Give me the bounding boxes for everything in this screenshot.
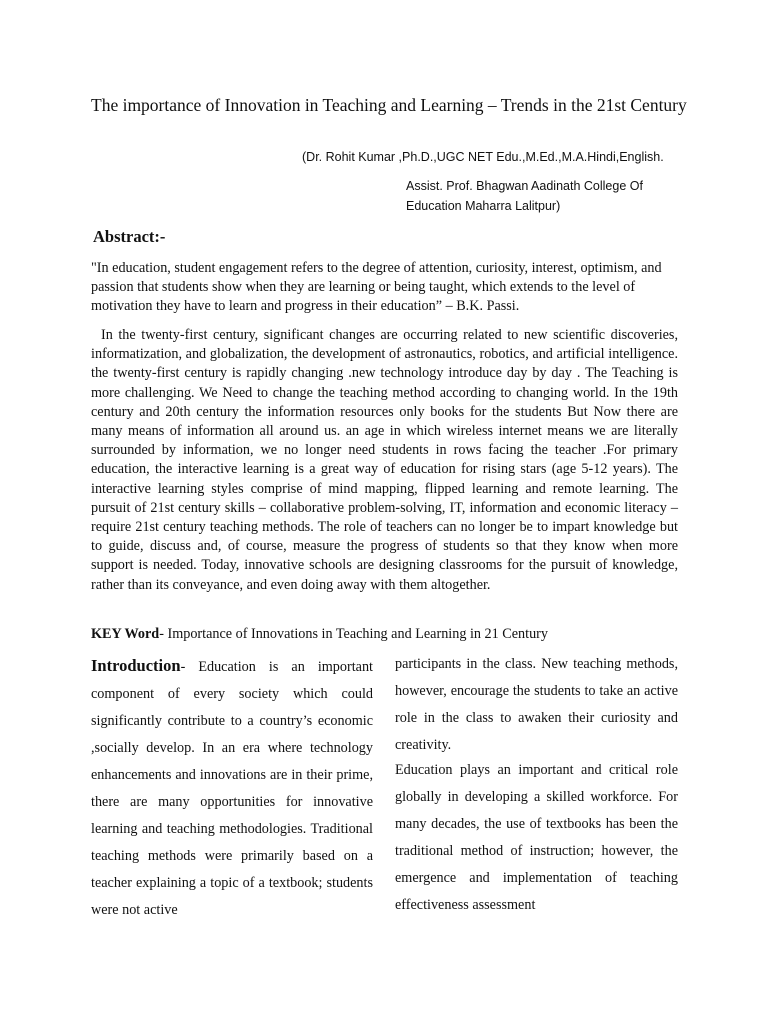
introduction-right-paragraph-1: participants in the class. New teaching methods, however, encourage the students to take an active role in the class to awaken their curiosity and creativity.: [395, 656, 678, 753]
introduction-left-text: - Education is an important component of every society which could significantly contribute to a country’s economic ,socially develop. In an era where technology enhancements and innovations are in their prime, there are many opportunities for innovative learning and teaching methodologies. Traditional teaching methods were primarily based on a teacher explaining a topic of a textbook; students were not active: [91, 659, 373, 918]
introduction-left-column: [91, 652, 373, 924]
keyword-text: - Importance of Innovations in Teaching and Learning in 21 Century: [159, 626, 548, 642]
abstract-heading: Abstract:-: [93, 227, 166, 246]
page-title: The importance of Innovation in Teaching and Learning – Trends in the 21st Century: [91, 95, 687, 115]
abstract-quote: "In education, student engagement refers to the degree of attention, curiosity, interest, optimism, and passion that students show when they are learning or being taught, which extends to the level of motivation they have to learn and progress in their education” – B.K. Passi.: [91, 260, 662, 315]
introduction-right-paragraph-2: Education plays an important and critical role globally in developing a skilled workforce. For many decades, the use of textbooks has been the traditional method of instruction; however, the emergence and implementation of teaching effectiveness assessment: [395, 762, 678, 913]
keyword-line: [91, 625, 691, 644]
abstract-body: In the twenty-first century, significant changes are occurring related to new scientific discoveries, informatization, and globalization, the development of astronautics, robotics, and artificial intelligence. the twenty-first century is rapidly changing .new technology introduce day by day . The Teaching is more challenging. We Need to change the teaching method according to changing world. In the 19th century and 20th century the information resources only books for the students But Now there are many means of information all around us. an age in which wireless internet means we are literally surrounded by information, we no longer need students in rows facing the teacher .For primary education, the interactive learning is a great way of education for rising stars (age 5-12 years). The interactive learning styles comprise of mind mapping, flipped learning and remote learning. The pursuit of 21st century skills – collaborative problem-solving, IT, information and economic literacy – require 21st century teaching methods. The role of teachers can no longer be to impart knowledge but to guide, discuss and, of course, measure the progress of students so that they know when more support is needed. Today, innovative schools are designing classrooms for the pursuit of knowledge, rather than its conveyance, and even doing away with them altogether.: [91, 327, 678, 593]
keyword-label: KEY Word: [91, 626, 160, 642]
author-name-line: (Dr. Rohit Kumar ,Ph.D.,UGC NET Edu.,M.Ed.,M.A.Hindi,English.: [302, 150, 664, 164]
introduction-heading: Introduction: [91, 656, 181, 675]
author-affiliation: Assist. Prof. Bhagwan Aadinath College Of Education Maharra Lalitpur): [406, 179, 643, 213]
